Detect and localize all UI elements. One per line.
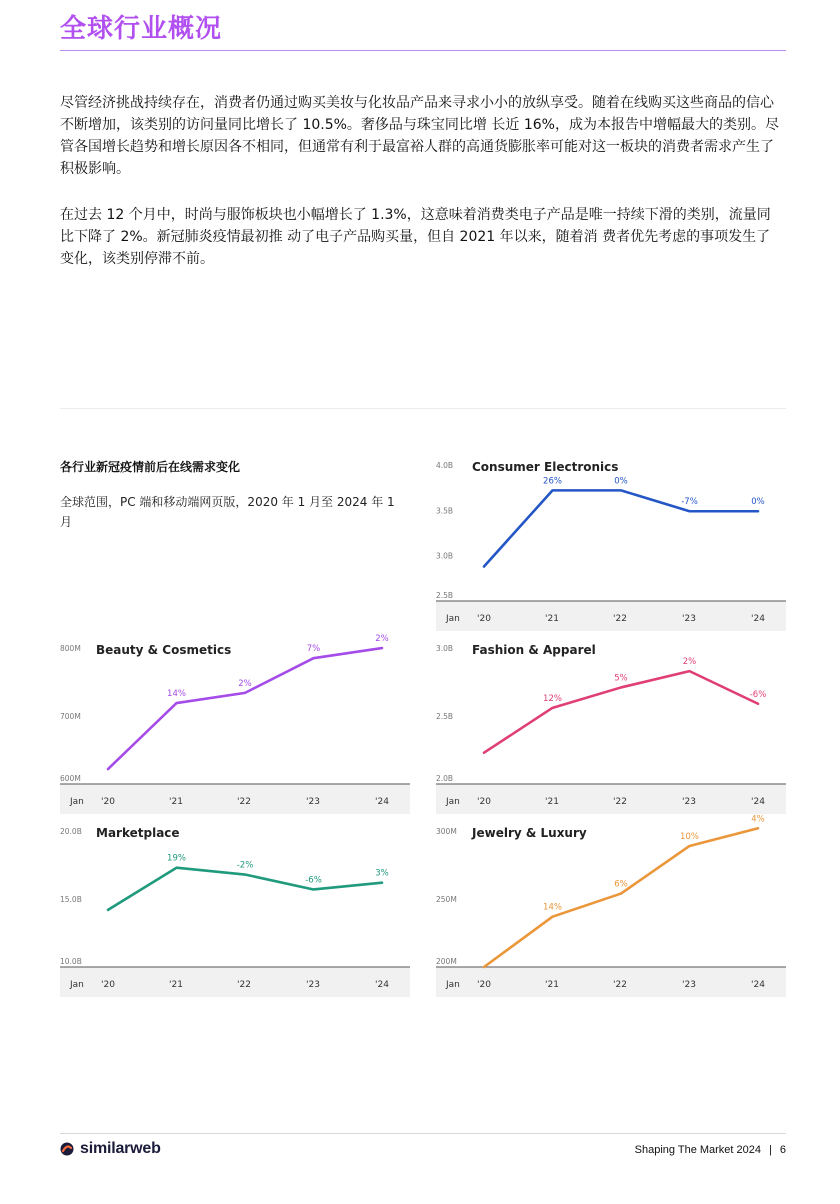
chart-heading: 各行业新冠疫情前后在线需求变化 [60, 460, 241, 474]
beauty-and-cosmetics-y-tick: 700M [60, 712, 81, 721]
beauty-and-cosmetics-x-tick: Jan [70, 797, 84, 807]
consumer-electronics-data-label: 0% [751, 497, 765, 508]
similarweb-logo [60, 1140, 161, 1158]
beauty-and-cosmetics-series-line [108, 648, 382, 769]
marketplace-data-label: 3% [375, 868, 389, 879]
section-divider [60, 408, 786, 409]
jewelry-and-luxury-series-line [484, 828, 758, 967]
beauty-and-cosmetics-data-label: 14% [167, 689, 186, 700]
consumer-electronics-data-label: 0% [614, 476, 628, 487]
chart-panel-marketplace [60, 821, 410, 999]
chart-panel-fashion-apparel [436, 638, 786, 816]
intro-paragraph-1: 尽管经济挑战持续存在，消费者仍通过购买美妆与化妆品产品来寻求小小的放纵享受。随着在线购买这些商品的信心不断增加，该类别的访问量同比增长了 10.5%。奢侈品与珠宝同比增 长近 16%，成为本报告中增幅最大的类别。尽管各国增长趋势和增长原因各不相同，但通常有利于最富裕人群的高通货膨胀率可能对这一板块的消费者需求产生了积极影响。 [60, 95, 779, 177]
consumer-electronics-chart [436, 455, 786, 633]
jewelry-and-luxury-y-tick: 300M [436, 827, 457, 836]
fashion-and-apparel-data-label: -6% [749, 689, 767, 700]
fashion-and-apparel-data-label: 2% [682, 657, 697, 668]
consumer-electronics-y-tick: 4.0B [436, 461, 454, 470]
chart-panel-beauty-cosmetics [60, 634, 410, 816]
consumer-electronics-data-label: -7% [681, 497, 698, 508]
jewelry-and-luxury-chart-title: Jewelry & Luxury [472, 826, 587, 840]
consumer-electronics-x-tick: '24 [751, 614, 765, 624]
jewelry-and-luxury-x-tick: '20 [477, 980, 491, 990]
marketplace-x-tick: '24 [375, 980, 389, 990]
jewelry-and-luxury-y-tick: 200M [436, 957, 457, 966]
fashion-and-apparel-y-tick: 3.0B [436, 644, 454, 653]
fashion-and-apparel-y-tick: 2.5B [436, 712, 454, 721]
fashion-and-apparel-x-tick: '21 [545, 797, 559, 807]
chart-panel-jewelry-luxury [436, 814, 786, 999]
consumer-electronics-x-tick: '20 [477, 614, 491, 624]
consumer-electronics-x-tick: '23 [682, 614, 696, 624]
beauty-and-cosmetics-data-label: 7% [306, 644, 321, 655]
chart-panel-consumer-electronics [436, 455, 786, 633]
consumer-electronics-y-tick: 2.5B [436, 591, 454, 600]
consumer-electronics-y-tick: 3.0B [436, 551, 454, 561]
beauty-and-cosmetics-x-tick: '20 [101, 797, 115, 807]
marketplace-y-tick: 20.0B [60, 827, 82, 836]
similarweb-logo-icon [60, 1142, 74, 1156]
marketplace-data-label: -2% [236, 860, 254, 871]
jewelry-and-luxury-x-tick: '22 [613, 980, 627, 990]
page-title: 全球行业概况 [60, 14, 223, 44]
fashion-and-apparel-x-tick: '24 [751, 797, 765, 807]
marketplace-series-line [108, 868, 382, 910]
consumer-electronics-x-tick: '21 [545, 614, 559, 624]
marketplace-chart [60, 821, 410, 999]
jewelry-and-luxury-chart [436, 814, 786, 999]
marketplace-data-label: 19% [167, 853, 186, 864]
fashion-and-apparel-data-label: 12% [543, 693, 562, 704]
consumer-electronics-x-tick: '22 [613, 614, 627, 624]
chart-subtitle: 全球范围，PC 端和移动端网页版，2020 年 1 月至 2024 年 1 月 [60, 495, 395, 529]
jewelry-and-luxury-y-tick: 250M [436, 895, 457, 904]
marketplace-x-tick: '21 [169, 980, 183, 990]
fashion-and-apparel-x-tick: '23 [682, 797, 696, 807]
marketplace-data-label: -6% [305, 875, 322, 886]
beauty-and-cosmetics-x-tick: '21 [169, 797, 183, 807]
beauty-and-cosmetics-x-tick: '22 [237, 797, 251, 807]
consumer-electronics-chart-title: Consumer Electronics [472, 460, 619, 474]
marketplace-y-tick: 15.0B [60, 895, 82, 904]
page-number: 6 [779, 1144, 786, 1156]
fashion-and-apparel-data-label: 5% [614, 673, 628, 684]
jewelry-and-luxury-x-tick: '23 [682, 980, 696, 990]
jewelry-and-luxury-data-label: 10% [680, 831, 699, 842]
consumer-electronics-data-label: 26% [543, 476, 562, 487]
fashion-and-apparel-x-tick: '20 [477, 797, 491, 807]
jewelry-and-luxury-data-label: 14% [543, 902, 562, 913]
beauty-and-cosmetics-y-tick: 600M [60, 774, 81, 783]
beauty-and-cosmetics-data-label: 2% [375, 634, 389, 644]
logo-text: similarweb [80, 1140, 161, 1157]
beauty-and-cosmetics-y-tick: 800M [60, 644, 81, 653]
beauty-and-cosmetics-x-tick: '24 [375, 797, 389, 807]
footer-divider [60, 1133, 786, 1134]
fashion-and-apparel-chart [436, 638, 786, 816]
fashion-and-apparel-x-tick: Jan [446, 797, 460, 807]
fashion-and-apparel-chart-title: Fashion & Apparel [472, 643, 596, 657]
beauty-and-cosmetics-data-label: 2% [238, 678, 252, 689]
beauty-and-cosmetics-chart [60, 634, 410, 816]
footer-report-info [635, 1144, 786, 1156]
footer-separator: | [769, 1144, 772, 1156]
marketplace-x-tick: Jan [70, 980, 84, 990]
consumer-electronics-series-line [484, 490, 758, 566]
beauty-and-cosmetics-chart-title: Beauty & Cosmetics [96, 643, 232, 657]
jewelry-and-luxury-x-tick: '21 [545, 980, 559, 990]
marketplace-x-tick: '20 [101, 980, 115, 990]
marketplace-y-tick: 10.0B [60, 957, 82, 966]
fashion-and-apparel-y-tick: 2.0B [436, 774, 454, 783]
jewelry-and-luxury-data-label: 4% [751, 814, 765, 825]
title-divider [60, 50, 786, 51]
marketplace-x-tick: '23 [306, 980, 320, 990]
marketplace-x-tick: '22 [237, 980, 251, 990]
jewelry-and-luxury-data-label: 6% [614, 879, 628, 890]
consumer-electronics-y-tick: 3.5B [436, 506, 454, 516]
consumer-electronics-x-tick: Jan [446, 614, 460, 624]
jewelry-and-luxury-x-tick: Jan [446, 980, 460, 990]
fashion-and-apparel-x-tick: '22 [613, 797, 627, 807]
beauty-and-cosmetics-x-tick: '23 [306, 797, 320, 807]
report-name: Shaping The Market 2024 [634, 1144, 762, 1156]
jewelry-and-luxury-x-tick: '24 [751, 980, 765, 990]
intro-paragraph-2: 在过去 12 个月中，时尚与服饰板块也小幅增长了 1.3%，这意味着消费类电子产品是唯一持续下滑的类别，流量同比下降了 2%。新冠肺炎疫情最初推 动了电子产品购买量，但自 2021 年以来，随着消 费者优先考虑的事项发生了变化，该类别停滞不前。 [60, 207, 771, 267]
marketplace-chart-title: Marketplace [96, 826, 180, 840]
